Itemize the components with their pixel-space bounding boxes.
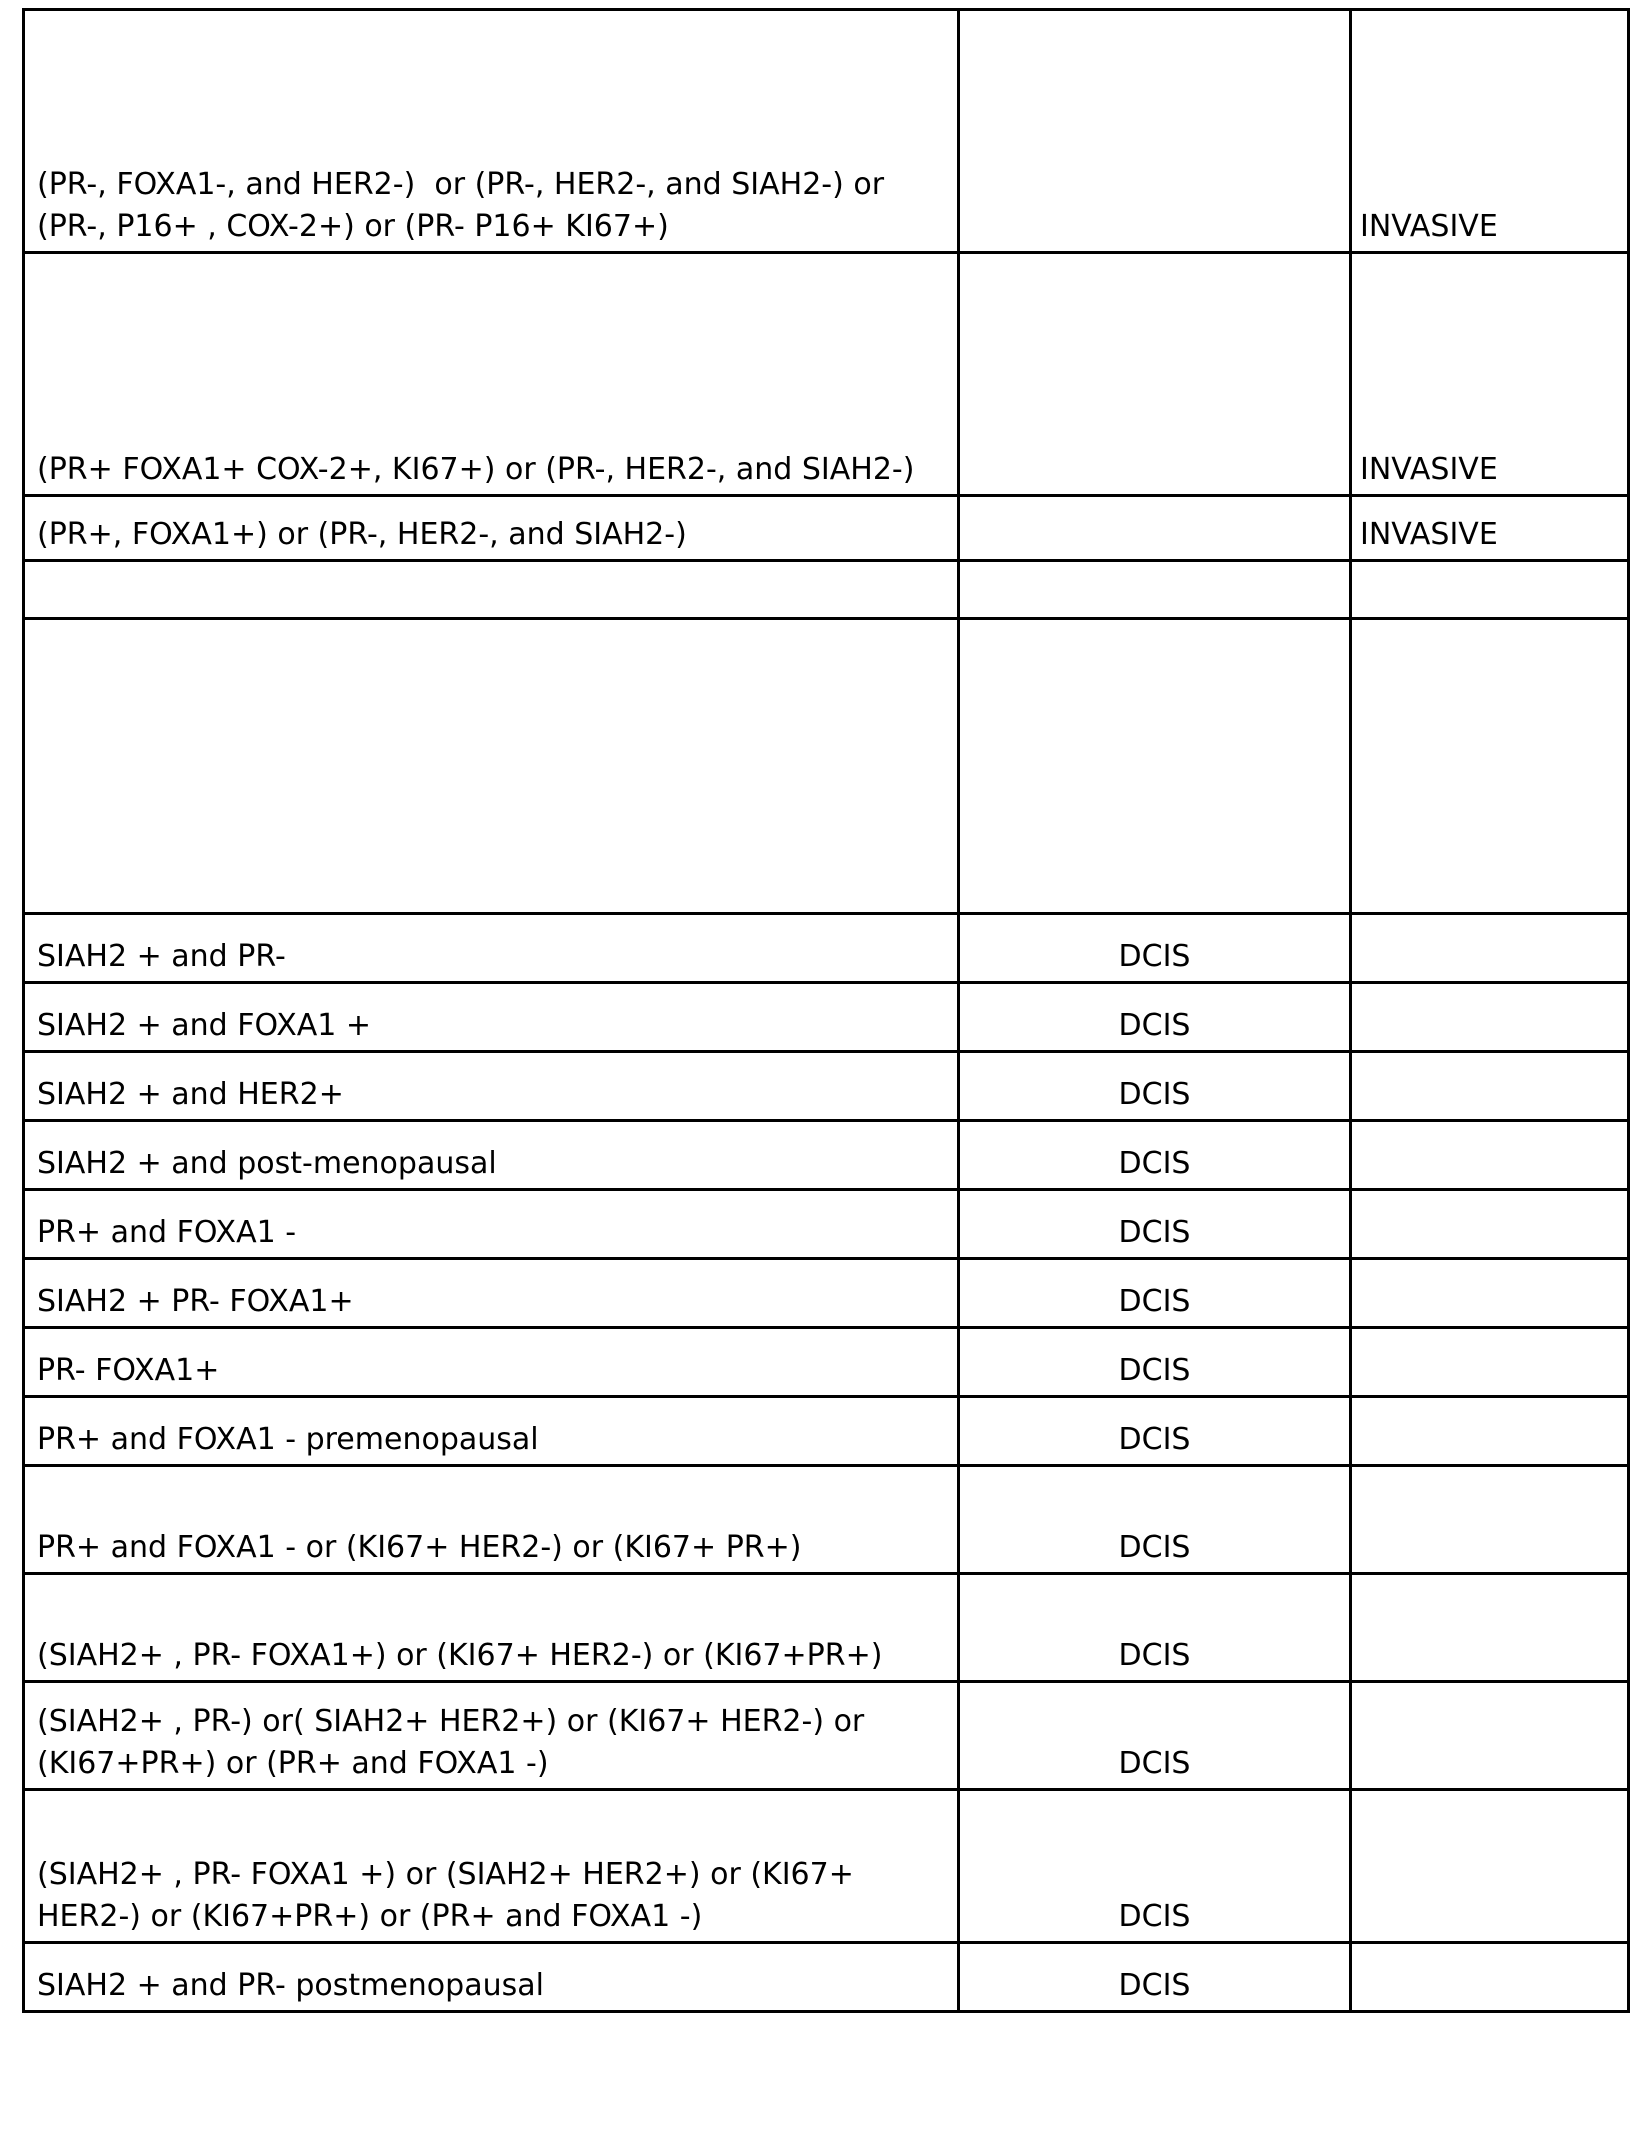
dcis-text: DCIS [1118,1898,1191,1934]
dcis-text [960,241,1349,251]
invasive-text [1352,1454,1627,1464]
criteria-cell [24,1790,959,1943]
criteria-text: PR- FOXA1+ [37,1352,220,1388]
invasive-text [1352,902,1627,912]
criteria-cell [24,253,959,496]
criteria-cell [24,10,959,253]
criteria-text: PR+ and FOXA1 - [37,1214,297,1250]
dcis-cell [959,1328,1351,1397]
dcis-cell [959,1943,1351,2012]
invasive-text: INVASIVE [1360,208,1498,244]
invasive-text: INVASIVE [1360,451,1498,487]
dcis-text [960,607,1349,617]
dcis-text: DCIS [1118,1076,1191,1112]
dcis-cell [959,1397,1351,1466]
table-row [24,253,1629,496]
invasive-text [1352,1178,1627,1188]
table-body [24,10,1629,2012]
table-row [24,1052,1629,1121]
dcis-text [960,902,1349,912]
dcis-text [960,549,1349,559]
invasive-cell [1351,1466,1629,1574]
dcis-cell [959,1190,1351,1259]
invasive-text [1352,1109,1627,1119]
dcis-cell [959,1574,1351,1682]
dcis-text: DCIS [1118,938,1191,974]
criteria-text: (SIAH2+ , PR-) or( SIAH2+ HER2+) or (KI67+ HER2-) or (KI67+PR+) or (PR+ and FOXA1 -) [37,1704,874,1781]
dcis-text: DCIS [1118,1967,1191,2003]
criteria-cell [24,1259,959,1328]
criteria-text: SIAH2 + and PR- postmenopausal [37,1967,544,2003]
invasive-text [1352,1670,1627,1680]
invasive-cell [1351,253,1629,496]
invasive-text [1352,1385,1627,1395]
criteria-cell [24,1121,959,1190]
criteria-text: SIAH2 + and HER2+ [37,1076,344,1112]
criteria-text: (PR+, FOXA1+) or (PR-, HER2-, and SIAH2-) [37,516,687,552]
invasive-cell [1351,1259,1629,1328]
dcis-text: DCIS [1118,1745,1191,1781]
table-row [24,1190,1629,1259]
table-row [24,914,1629,983]
criteria-cell [24,1943,959,2012]
dcis-text [960,484,1349,494]
invasive-cell [1351,1397,1629,1466]
dcis-text: DCIS [1118,1421,1191,1457]
invasive-cell [1351,1052,1629,1121]
dcis-cell [959,253,1351,496]
invasive-cell [1351,1121,1629,1190]
criteria-text: (SIAH2+ , PR- FOXA1 +) or (SIAH2+ HER2+) or (KI67+ HER2-) or (KI67+PR+) or (PR+ and FOXA1 -) [37,1857,864,1934]
criteria-cell [24,983,959,1052]
dcis-cell [959,561,1351,619]
dcis-text: DCIS [1118,1529,1191,1565]
dcis-cell [959,1121,1351,1190]
invasive-cell [1351,983,1629,1052]
invasive-cell [1351,561,1629,619]
criteria-cell [24,1466,959,1574]
criteria-text: (PR-, FOXA1-, and HER2-) or (PR-, HER2-, and SIAH2-) or (PR-, P16+ , COX-2+) or (PR- P16+ KI67+) [37,167,894,244]
criteria-text: SIAH2 + and post-menopausal [37,1145,497,1181]
criteria-cell [24,1190,959,1259]
dcis-cell [959,914,1351,983]
dcis-cell [959,1682,1351,1790]
table-row [24,1574,1629,1682]
invasive-cell [1351,1943,1629,2012]
criteria-text [25,607,957,617]
dcis-cell [959,1259,1351,1328]
table-row [24,1943,1629,2012]
invasive-cell [1351,1190,1629,1259]
table-row [24,1682,1629,1790]
dcis-text: DCIS [1118,1283,1191,1319]
invasive-text [1352,2000,1627,2010]
invasive-cell [1351,1682,1629,1790]
dcis-cell [959,983,1351,1052]
dcis-cell [959,496,1351,561]
table-row [24,10,1629,253]
dcis-text: DCIS [1118,1007,1191,1043]
dcis-cell [959,619,1351,914]
invasive-text [1352,1562,1627,1572]
table-row [24,1328,1629,1397]
criteria-cell [24,1574,959,1682]
dcis-cell [959,1052,1351,1121]
dcis-cell [959,1790,1351,1943]
dcis-text: DCIS [1118,1145,1191,1181]
invasive-text [1352,971,1627,981]
criteria-text: SIAH2 + and PR- [37,938,286,974]
invasive-text [1352,1778,1627,1788]
table-row [24,1121,1629,1190]
table-row [24,496,1629,561]
criteria-cell [24,1397,959,1466]
dcis-cell [959,1466,1351,1574]
table-row [24,561,1629,619]
criteria-text [25,902,957,912]
criteria-text: SIAH2 + and FOXA1 + [37,1007,372,1043]
criteria-text: (PR+ FOXA1+ COX-2+, KI67+) or (PR-, HER2-, and SIAH2-) [37,451,915,487]
invasive-text [1352,1316,1627,1326]
table-row [24,1259,1629,1328]
invasive-text [1352,1931,1627,1941]
invasive-text [1352,1040,1627,1050]
invasive-cell [1351,10,1629,253]
dcis-text: DCIS [1118,1637,1191,1673]
criteria-cell [24,1328,959,1397]
invasive-cell [1351,1328,1629,1397]
dcis-text: DCIS [1118,1214,1191,1250]
dcis-text: DCIS [1118,1352,1191,1388]
criteria-text: (SIAH2+ , PR- FOXA1+) or (KI67+ HER2-) or (KI67+PR+) [37,1637,883,1673]
criteria-cell [24,914,959,983]
table-row [24,619,1629,914]
invasive-text [1352,1247,1627,1257]
invasive-cell [1351,1790,1629,1943]
criteria-cell [24,619,959,914]
invasive-cell [1351,619,1629,914]
dcis-cell [959,10,1351,253]
invasive-cell [1351,914,1629,983]
criteria-text: SIAH2 + PR- FOXA1+ [37,1283,354,1319]
biomarker-criteria-table [22,8,1630,2013]
table-row [24,1397,1629,1466]
criteria-text: PR+ and FOXA1 - premenopausal [37,1421,539,1457]
invasive-cell [1351,496,1629,561]
criteria-cell [24,1682,959,1790]
criteria-cell [24,561,959,619]
criteria-text: PR+ and FOXA1 - or (KI67+ HER2-) or (KI67+ PR+) [37,1529,802,1565]
invasive-text [1352,607,1627,617]
invasive-text: INVASIVE [1360,516,1498,552]
table-row [24,1790,1629,1943]
criteria-cell [24,496,959,561]
table-row [24,983,1629,1052]
invasive-cell [1351,1574,1629,1682]
criteria-cell [24,1052,959,1121]
table-row [24,1466,1629,1574]
